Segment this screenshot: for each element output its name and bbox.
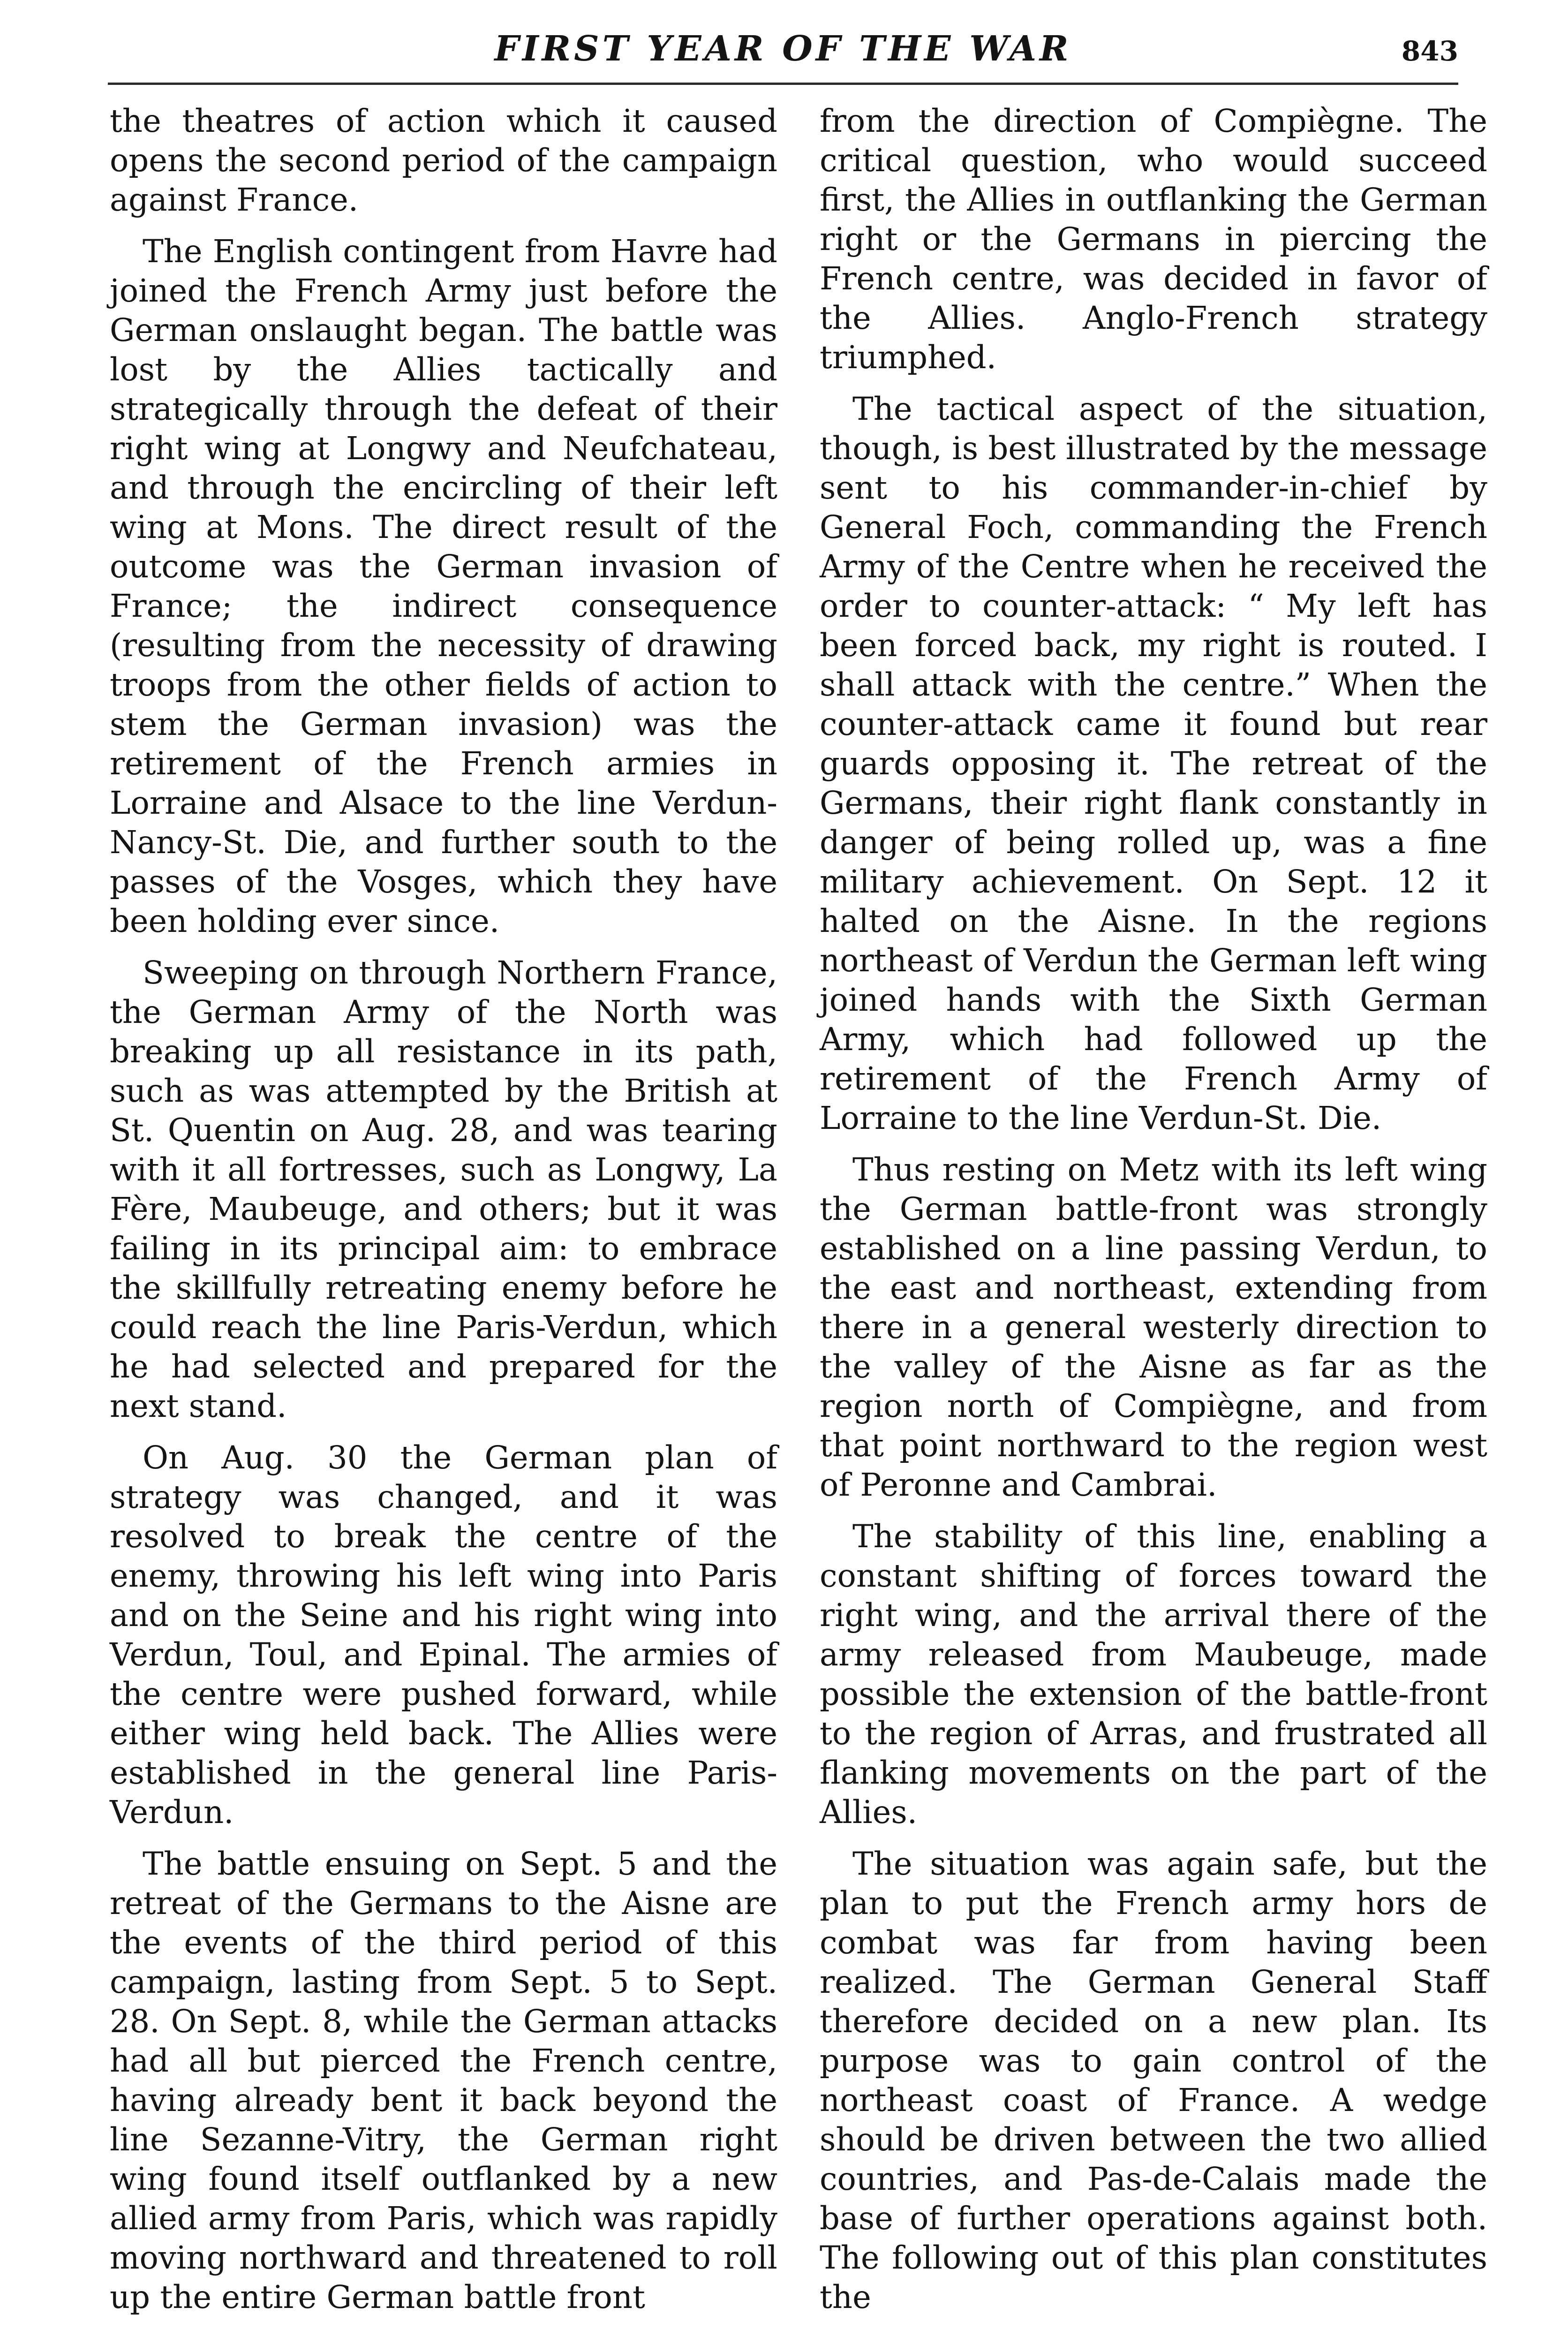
running-title: FIRST YEAR OF THE WAR (494, 29, 1072, 69)
page-number: 843 (1401, 35, 1458, 67)
paragraph: Thus resting on Metz with its left wing the German battle-front was strongly established on a line passing Verdun, to the east and northeast, extending from there in a general westerly direction to the valley of the Aisne as far as the region north of Compiègne, and from that point northward to the region west of Peronne and Cambrai. (820, 1151, 1487, 1503)
right-column (820, 101, 1487, 2329)
paragraph: The tactical aspect of the situation, though, is best illustrated by the message sent to his commander-in-chief by General Foch, commanding the French Army of the Centre when he received the order to counter-attack: “ My left has been forced back, my right is routed. I shall attack with the centre.” When the counter-attack came it found but rear guards opposing it. The retreat of the Germans, their right flank constantly in danger of being rolled up, was a fine military achievement. On Sept. 12 it halted on the Aisne. In the regions northeast of Verdun the German left wing joined hands with the Sixth German Army, which had followed up the retirement of the French Army of Lorraine to the line Verdun-St. Die. (820, 391, 1487, 1136)
paragraph: The stability of this line, enabling a constant shifting of forces toward the right wing, and the arrival there of the army released from Maubeuge, made possible the extension of the battle-front to the region of Arras, and frustrated all flanking movements on the part of the Allies. (820, 1518, 1487, 1831)
paragraph: The situation was again safe, but the plan to put the French army hors de combat was far from having been realized. The German General Staff therefore decided on a new plan. Its purpose was to gain control of the northeast coast of France. A wedge should be driven between the two allied countries, and Pas-de-Calais made the base of further operations against both. The following out of this plan constitutes the (820, 1846, 1487, 2315)
header-rule (108, 83, 1458, 85)
paragraph: the theatres of action which it caused opens the second period of the campaign against France. (110, 103, 777, 218)
paragraph: The battle ensuing on Sept. 5 and the retreat of the Germans to the Aisne are the events of the third period of this campaign, lasting from Sept. 5 to Sept. 28. On Sept. 8, while the German attacks had all but pierced the French centre, having already bent it back beyond the line Sezanne-Vitry, the German right wing found itself outflanked by a new allied army from Paris, which was rapidly moving northward and threatened to roll up the entire German battle front (110, 1846, 777, 2315)
paragraph: Sweeping on through Northern France, the German Army of the North was breaking up all resistance in its path, such as was attempted by the British at St. Quentin on Aug. 28, and was tearing with it all fortresses, such as Longwy, La Fère, Maubeuge, and others; but it was failing in its principal aim: to embrace the skillfully retreating enemy before he could reach the line Paris-Verdun, which he had selected and prepared for the next stand. (110, 954, 777, 1424)
paragraph: On Aug. 30 the German plan of strategy was changed, and it was resolved to break the centre of the enemy, throwing his left wing into Paris and on the Seine and his right wing into Verdun, Toul, and Epinal. The armies of the centre were pushed forward, while either wing held back. The Allies were established in the general line Paris-Verdun. (110, 1439, 777, 1831)
left-column (110, 101, 777, 2329)
paragraph: from the direction of Compiègne. The critical question, who would succeed first, the Allies in outflanking the German right or the Germans in piercing the French centre, was decided in favor of the Allies. Anglo-French strategy triumphed. (820, 103, 1487, 376)
running-header (108, 23, 1458, 80)
paragraph: The English contingent from Havre had joined the French Army just before the German onslaught began. The battle was lost by the Allies tactically and strategically through the defeat of their right wing at Longwy and Neufchateau, and through the encircling of their left wing at Mons. The direct result of the outcome was the German invasion of France; the indirect consequence (resulting from the necessity of drawing troops from the other fields of action to stem the German invasion) was the retirement of the French armies in Lorraine and Alsace to the line Verdun-Nancy-St. Die, and further south to the passes of the Vosges, which they have been holding ever since. (110, 233, 777, 939)
